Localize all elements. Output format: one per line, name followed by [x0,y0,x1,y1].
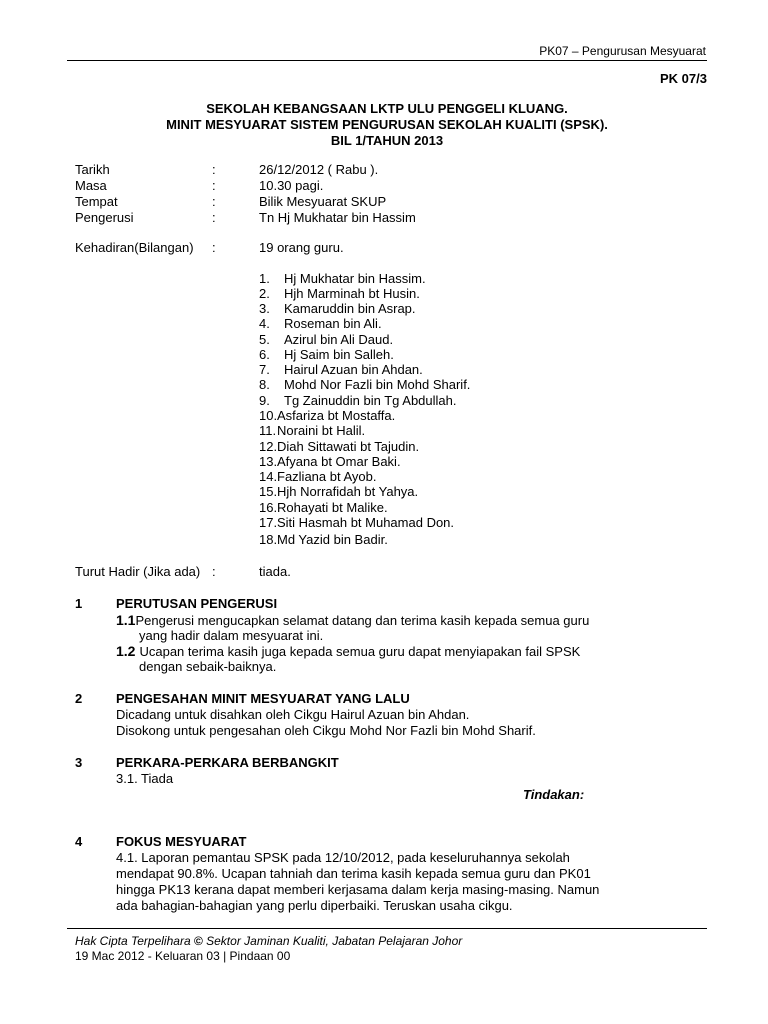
attendee-name: Hj Saim bin Salleh. [284,347,394,362]
list-number: 4. [259,316,270,331]
attendee-name: Hjh Norrafidah bt Yahya. [277,484,419,499]
info-value-date: 26/12/2012 ( Rabu ). [259,162,379,177]
info-colon: : [212,178,216,193]
attendee-name: Roseman bin Ali. [284,316,382,331]
section-2-line: Disokong untuk pengesahan oleh Cikgu Mohd Nor Fazli bin Mohd Sharif. [116,723,536,738]
section-2-heading: PENGESAHAN MINIT MESYUARAT YANG LALU [116,691,410,706]
section-4-heading: FOKUS MESYUARAT [116,834,247,849]
section-3-heading: PERKARA-PERKARA BERBANGKIT [116,755,339,770]
section-4-line: hingga PK13 kerana dapat memberi kerjasama dalam kerja masing-masing. Namun [116,882,600,897]
info-label-venue: Tempat [75,194,118,209]
also-present-value: tiada. [259,564,291,579]
info-label-date: Tarikh [75,162,110,177]
attendee-name: Azirul bin Ali Daud. [284,332,394,347]
document-reference: PK07 – Pengurusan Mesyuarat [539,44,706,58]
section-1-1 [116,612,589,628]
section-4-line: ada bahagian-bahagian yang perlu diperbaiki. Teruskan usaha cikgu. [116,898,513,913]
attendee-name: Afyana bt Omar Baki. [277,454,401,469]
section-2-line: Dicadang untuk disahkan oleh Cikgu Hairul Azuan bin Ahdan. [116,707,470,722]
footer-version-line: 19 Mac 2012 - Keluaran 03 | Pindaan 00 [75,949,291,963]
also-present-colon: : [212,564,216,579]
info-colon: : [212,194,216,209]
attendee-name: Fazliana bt Ayob. [277,469,377,484]
action-label: Tindakan: [523,787,585,802]
item-text: Pengerusi mengucapkan selamat datang dan terima kasih kepada semua guru [135,613,590,628]
footer-copyright-line [75,934,462,948]
minutes-title: MINIT MESYUARAT SISTEM PENGURUSAN SEKOLAH KUALITI (SPSK). [166,117,608,132]
meeting-number: BIL 1/TAHUN 2013 [330,133,444,148]
attendee-name: Siti Hasmah bt Muhamad Don. [277,515,455,530]
info-label-time: Masa [75,178,107,193]
list-number: 1. [259,271,270,286]
attendee-name: Rohayati bt Malike. [277,500,388,515]
item-text: Ucapan terima kasih juga kepada semua guru dapat menyiapakan fail SPSK [139,644,581,659]
attendee-name: Md Yazid bin Badir. [277,532,388,547]
document-code: PK 07/3 [660,71,707,86]
attendance-count: 19 orang guru. [259,240,344,255]
section-1-2-continued: dengan sebaik-baiknya. [139,659,277,674]
copyright-icon: © [193,934,203,948]
list-number: 2. [259,286,270,301]
list-number: 14. [259,469,278,484]
footer-rule [67,928,707,929]
section-1-heading: PERUTUSAN PENGERUSI [116,596,278,611]
info-colon: : [212,210,216,225]
header-rule [67,60,707,61]
list-number: 10. [259,408,278,423]
section-1-1-continued: yang hadir dalam mesyuarat ini. [139,628,324,643]
list-number: 8. [259,377,270,392]
attendee-name: Hjh Marminah bt Husin. [284,286,420,301]
footer-text: Sektor Jaminan Kualiti, Jabatan Pelajaran Johor [202,934,463,948]
list-number: 7. [259,362,270,377]
list-number: 5. [259,332,270,347]
list-number: 17. [259,515,278,530]
attendance-colon: : [212,240,216,255]
info-value-chair: Tn Hj Mukhatar bin Hassim [259,210,416,225]
list-number: 13. [259,454,278,469]
footer-text: Hak Cipta Terpelihara [75,934,194,948]
item-number: 1.2 [116,643,136,659]
section-4-line: mendapat 90.8%. Ucapan tahniah dan terima kasih kepada semua guru dan PK01 [116,866,591,881]
attendee-name: Diah Sittawati bt Tajudin. [277,439,420,454]
info-value-time: 10.30 pagi. [259,178,324,193]
section-2-number: 2 [75,691,83,706]
list-number: 15. [259,484,278,499]
attendee-name: Noraini bt Halil. [277,423,366,438]
item-number: 1.1 [116,612,136,628]
info-label-chair: Pengerusi [75,210,134,225]
section-4-line: 4.1. Laporan pemantau SPSK pada 12/10/2012, pada keseluruhannya sekolah [116,850,570,865]
attendee-name: Tg Zainuddin bin Tg Abdullah. [284,393,457,408]
attendee-name: Hairul Azuan bin Ahdan. [284,362,423,377]
list-number: 16. [259,500,278,515]
list-number: 18. [259,532,278,547]
attendee-name: Mohd Nor Fazli bin Mohd Sharif. [284,377,471,392]
attendee-name: Asfariza bt Mostaffa. [277,408,396,423]
also-present-label: Turut Hadir (Jika ada) [75,564,201,579]
attendee-name: Kamaruddin bin Asrap. [284,301,416,316]
school-title: SEKOLAH KEBANGSAAN LKTP ULU PENGGELI KLUANG. [206,101,568,116]
section-1-number: 1 [75,596,83,611]
list-number: 3. [259,301,270,316]
attendance-label: Kehadiran(Bilangan) [75,240,194,255]
section-1-2 [116,643,580,659]
list-number: 12. [259,439,278,454]
info-colon: : [212,162,216,177]
list-number: 6. [259,347,270,362]
section-3-number: 3 [75,755,83,770]
attendee-name: Hj Mukhatar bin Hassim. [284,271,426,286]
info-value-venue: Bilik Mesyuarat SKUP [259,194,387,209]
section-4-number: 4 [75,834,83,849]
section-3-line: 3.1. Tiada [116,771,174,786]
list-number: 9. [259,393,270,408]
list-number: 11. [259,423,277,438]
